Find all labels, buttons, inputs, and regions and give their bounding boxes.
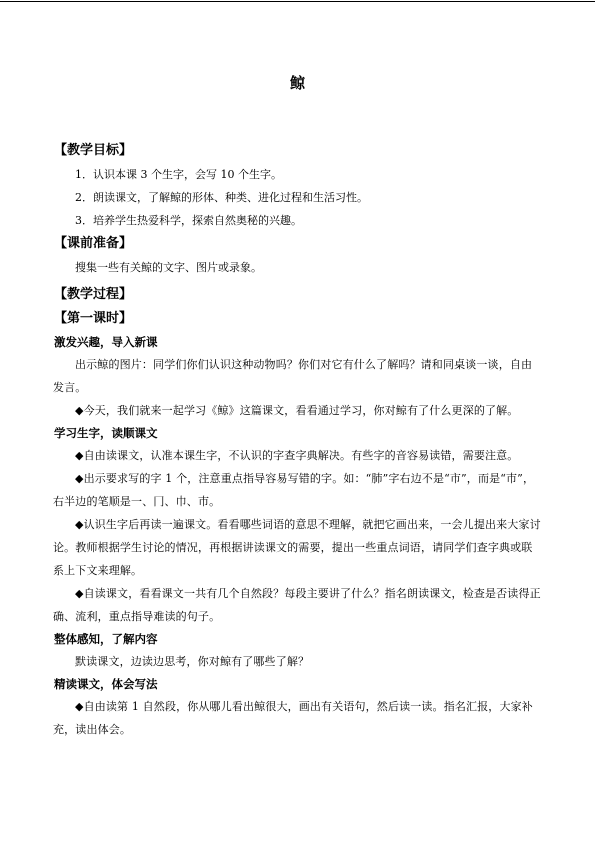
close-paragraph-1: ◆自由读第 1 自然段，你从哪儿看出鲸很大，画出有关语句，然后读一读。指名汇报，大家补充，读出体会。: [53, 700, 533, 736]
subheading-intro: 激发兴趣，导入新课: [54, 335, 158, 349]
intro-paragraph-1: 出示鲸的图片：同学们你们认识这种动物吗？你们对它有什么了解吗？请和同桌谈一谈，自由发言。: [53, 358, 533, 394]
subheading-close-reading: 精读课文，体会写法: [54, 677, 158, 691]
document-title: 鲸: [289, 74, 305, 92]
learn-paragraph-4: ◆自读课文，看看课文一共有几个自然段？每段主要讲了什么？指名朗读课文，检查是否读得正确、流利，重点指导难读的句子。: [53, 587, 541, 623]
learn-paragraph-2: ◆出示要求写的字 1 个，注意重点指导容易写错的字。如：“肺”字右边不是“市”，而是“巿”，右半边的笔顺是一、冂、巾、巿。: [53, 472, 535, 508]
subheading-overall: 整体感知，了解内容: [54, 632, 158, 646]
section-heading-process: 【教学过程】: [54, 287, 133, 302]
intro-paragraph-2: ◆今天，我们就来一起学习《鲸》这篇课文，看看通过学习，你对鲸有了什么更深的了解。: [75, 404, 519, 417]
goal-item-3: 3．培养学生热爱科学，探索自然奥秘的兴趣。: [75, 214, 302, 227]
top-rule: [0, 1, 595, 2]
section-heading-prep: 【课前准备】: [54, 236, 133, 251]
goal-item-2: 2．朗读课文，了解鲸的形体、种类、进化过程和生活习性。: [75, 191, 368, 204]
overall-paragraph-1: 默读课文，边读边思考，你对鲸有了哪些了解？: [75, 655, 310, 668]
section-heading-lesson1: 【第一课时】: [54, 311, 133, 326]
learn-paragraph-1: ◆自由读课文，认准本课生字，不认识的字查字典解决。有些字的音容易读错，需要注意。: [75, 449, 519, 462]
section-heading-goals: 【教学目标】: [54, 143, 133, 158]
prep-text: 搜集一些有关鲸的文字、图片或录象。: [75, 261, 262, 274]
document-body: [53, 139, 543, 741]
learn-paragraph-3: ◆认识生字后再读一遍课文。看看哪些词语的意思不理解，就把它画出来，一会儿提出来大家讨论。教师根据学生讨论的情况，再根据讲读课文的需要，提出一些重点词语，请同学们查字典或联系上下文来理解。: [53, 518, 541, 577]
goal-item-1: 1．认识本课 3 个生字，会写 10 个生字。: [75, 168, 282, 181]
subheading-learn: 学习生字，读顺课文: [54, 426, 158, 440]
